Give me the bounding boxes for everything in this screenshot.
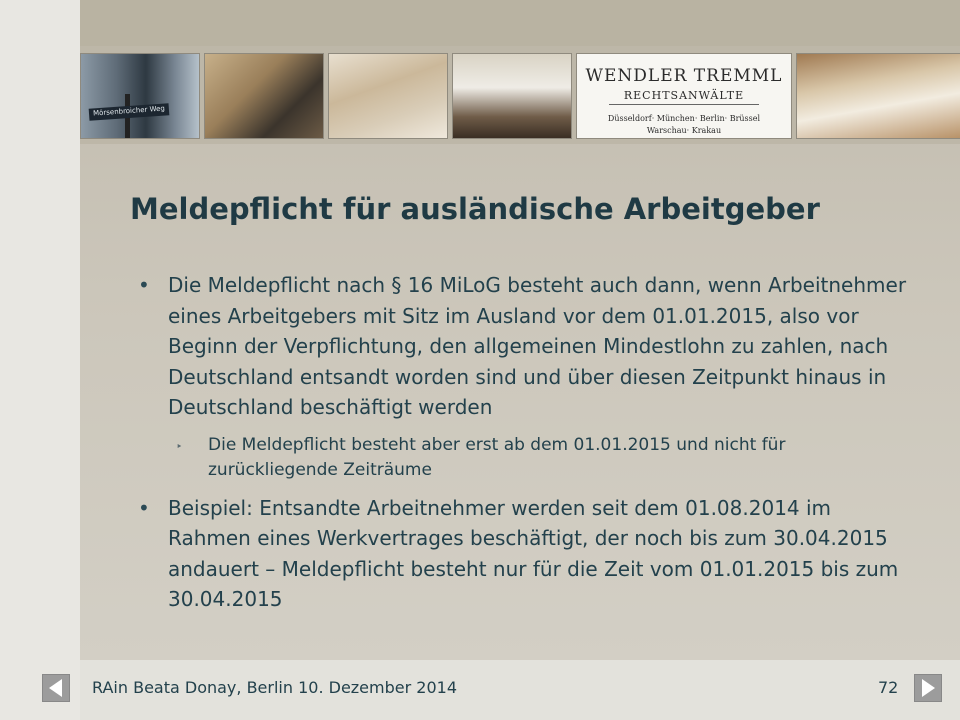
bullet-item: [130, 270, 920, 423]
slide-title: Meldepflicht für ausländische Arbeitgeber: [130, 192, 820, 226]
previous-slide-button[interactable]: [42, 674, 70, 702]
street-sign-photo: [80, 53, 200, 139]
logo-cities-line2: Warschau· Krakau: [646, 126, 722, 135]
bullet-text: Die Meldepflicht nach § 16 MiLoG besteht auch dann, wenn Arbeitnehmer eines Arbeitgebers mit Sitz im Ausland vor dem 01.01.2015, also vor Beginn der Verpflichtung, den allgemeinen Mindestlohn zu zahlen, nach Deutschland entsandt worden sind und über diesen Zeitpunkt hinaus in Deutschland beschäftigt werden: [168, 273, 907, 419]
top-band: [80, 0, 960, 46]
slide-content: [130, 270, 920, 615]
triangle-right-icon: [915, 675, 941, 701]
lawyer-files-photo: [204, 53, 324, 139]
sub-bullet-item: [130, 433, 920, 483]
bullet-text: Beispiel: Entsandte Arbeitnehmer werden seit dem 01.08.2014 im Rahmen eines Werkvertrages beschäftigt, der noch bis zum 30.04.2015 andauert – Meldepflicht besteht nur für die Zeit vom 01.01.2015 bis zum 30.04.2015: [168, 495, 899, 611]
footer-author: RAin Beata Donay, Berlin 10. Dezember 2014: [92, 678, 457, 697]
writing-hand-photo: [328, 53, 448, 139]
logo-name: WENDLER TREMML: [585, 66, 783, 86]
bullet-item: [130, 493, 920, 615]
sub-bullet-text: Die Meldepflicht besteht aber erst ab dem 01.01.2015 und nicht für zurückliegende Zeiträume: [208, 434, 786, 480]
bullet-icon: •: [138, 495, 150, 520]
logo-cities: [577, 113, 791, 137]
bullet-icon: •: [138, 273, 150, 297]
header-photo-strip: [80, 46, 960, 144]
page-number: 72: [878, 678, 899, 697]
firm-logo: [576, 53, 792, 139]
triangle-left-icon: [43, 675, 69, 701]
next-slide-button[interactable]: [914, 674, 942, 702]
conference-room-photo: [452, 53, 572, 139]
street-sign-text: Mörsenbroicher Weg: [92, 104, 166, 118]
left-margin: [0, 0, 80, 720]
logo-divider: [609, 104, 759, 105]
open-book-photo: [796, 53, 960, 139]
sub-bullet-icon: ‣: [176, 439, 183, 453]
logo-subtitle: RECHTSANWÄLTE: [623, 89, 745, 102]
logo-cities-line1: Düsseldorf· München· Berlin· Brüssel: [607, 114, 761, 123]
